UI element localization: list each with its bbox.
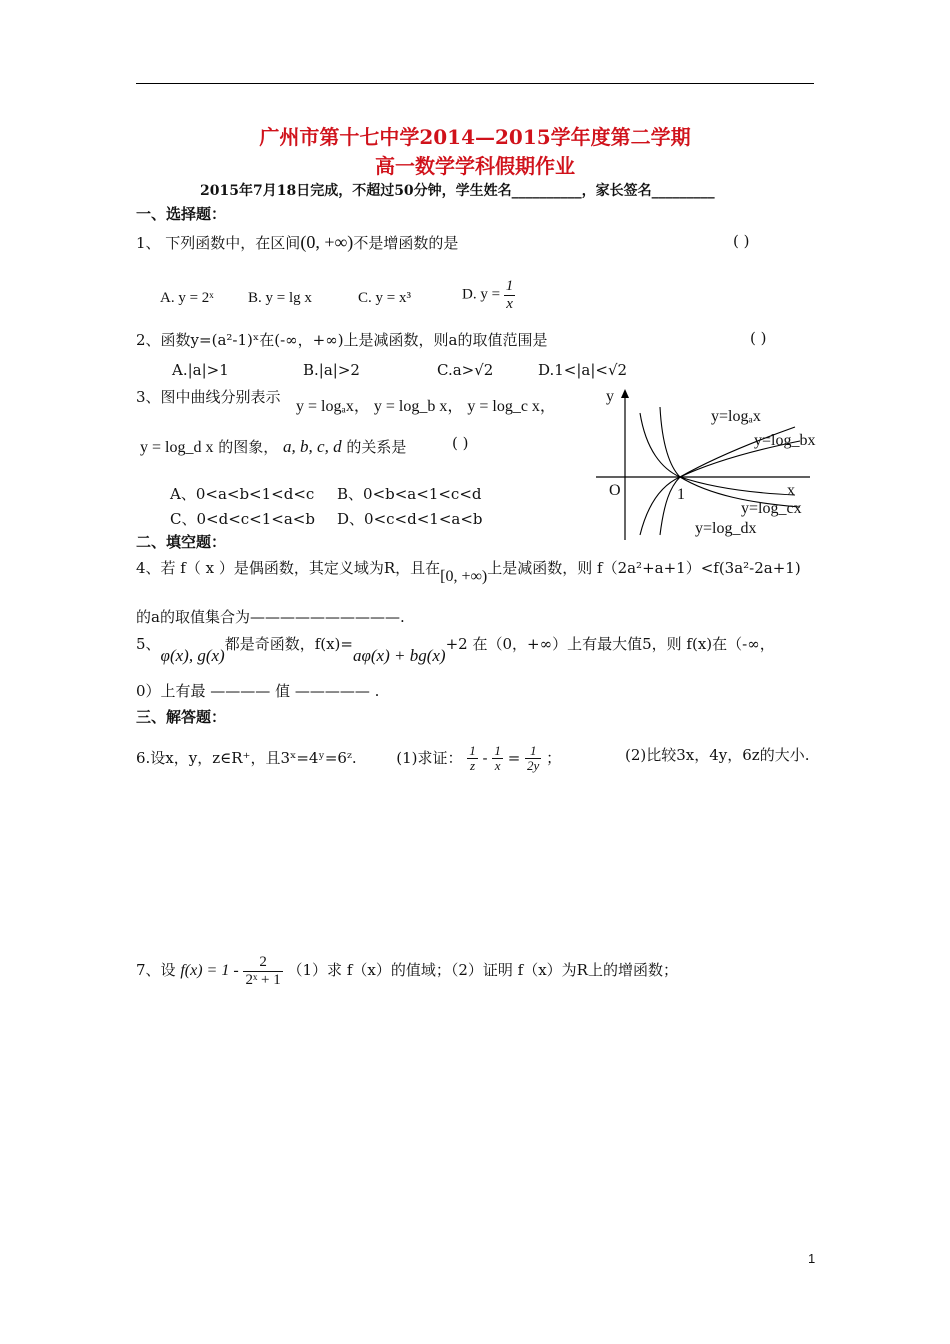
graph-label-c: y=log_cx	[741, 500, 802, 517]
q1-option-d: D. y = $\frac{1}{x}$	[462, 278, 514, 312]
q3-stem-2: y = log_d x 的图象， a, b, c, d 的关系是	[140, 437, 407, 456]
q5-line-1: 5、φ(x), g(x)都是奇函数，f(x)=aφ(x) + bg(x)+2 在（0，+∞）上有最大值5，则 f(x)在（-∞，	[136, 635, 775, 665]
q1-option-c: C. y = x³	[358, 290, 411, 306]
q2-option-c: C.a>√2	[437, 361, 494, 379]
header-rule	[136, 83, 814, 84]
graph-y-label: y	[606, 388, 614, 405]
q4-line-2: 的a的取值集合为——————————.	[136, 608, 405, 626]
title-line-2: 高一数学学科假期作业	[375, 154, 575, 178]
graph-label-a: y=logₐx	[711, 408, 761, 425]
q3-option-d: D、0<c<d<1<a<b	[337, 510, 483, 528]
q2-stem: 2、函数y=(a²-1)ˣ在(-∞，+∞)上是减函数，则a的取值范围是	[136, 331, 548, 349]
q1-option-b: B. y = lg x	[248, 290, 312, 306]
q7-line: 7、设 f(x) = 1 - $\frac{2}{\text{2ˣ + 1}}$ （1）求 f（x）的值域；（2）证明 f（x）为R上的增函数；	[136, 954, 678, 988]
q6-line: 6.设x，y，z∈R⁺，且3ˣ=4ʸ=6ᶻ. (1)求证： $\frac{1}{z}$ - $\frac{1}{x}$ = $\frac{1}{2y}$ ；	[136, 743, 562, 774]
q1-stem: 1、 下列函数中，在区间(0, +∞)不是增函数的是	[136, 232, 459, 252]
section-answer: 三、解答题：	[136, 708, 227, 726]
graph-one-label: 1	[677, 486, 685, 503]
completion-line: 2015年7月18日完成，不超过50分钟，学生姓名__________，家长签名_________	[200, 183, 715, 199]
q6-part-2: (2)比较3x，4y，6z的大小.	[625, 746, 810, 764]
q3-option-a: A、0<a<b<1<d<c	[170, 485, 315, 503]
q3-stem: 3、图中曲线分别表示	[136, 388, 281, 406]
q1-option-a: A. y = 2ˣ	[160, 290, 214, 306]
graph-label-d: y=log_dx	[695, 520, 757, 537]
graph-label-b: y=log_bx	[754, 432, 816, 449]
q2-option-d: D.1<|a|<√2	[538, 361, 628, 379]
graph-origin-label: O	[609, 482, 621, 499]
section-choice: 一、选择题：	[136, 205, 227, 223]
q3-option-c: C、0<d<c<1<a<b	[170, 510, 315, 528]
graph-x-label: x	[787, 482, 795, 499]
q2-answer-paren: ( )	[750, 329, 767, 347]
section-fill: 二、填空题：	[136, 533, 227, 551]
q3-answer-paren: ( )	[452, 434, 469, 452]
q5-line-2: 0）上有最 ———— 值 ————— .	[136, 682, 380, 700]
y-axis-arrow	[621, 389, 629, 398]
q1-answer-paren: ( )	[733, 232, 750, 250]
q2-option-a: A.|a|>1	[172, 361, 229, 379]
q3-functions-line: y = logₐx， y = log_b x， y = log_c x，	[296, 398, 556, 415]
page-number: 1	[808, 1251, 816, 1266]
q4-line-1: 4、若 f（ x ）是偶函数，其定义域为R，且在[0, +∞)上是减函数，则 f（2a²+a+1）<f(3a²-2a+1)	[136, 559, 801, 585]
q2-option-b: B.|a|>2	[303, 361, 360, 379]
title-line-1: 广州市第十七中学2014—2015学年度第二学期	[259, 125, 691, 149]
q3-option-b: B、0<b<a<1<c<d	[337, 485, 482, 503]
